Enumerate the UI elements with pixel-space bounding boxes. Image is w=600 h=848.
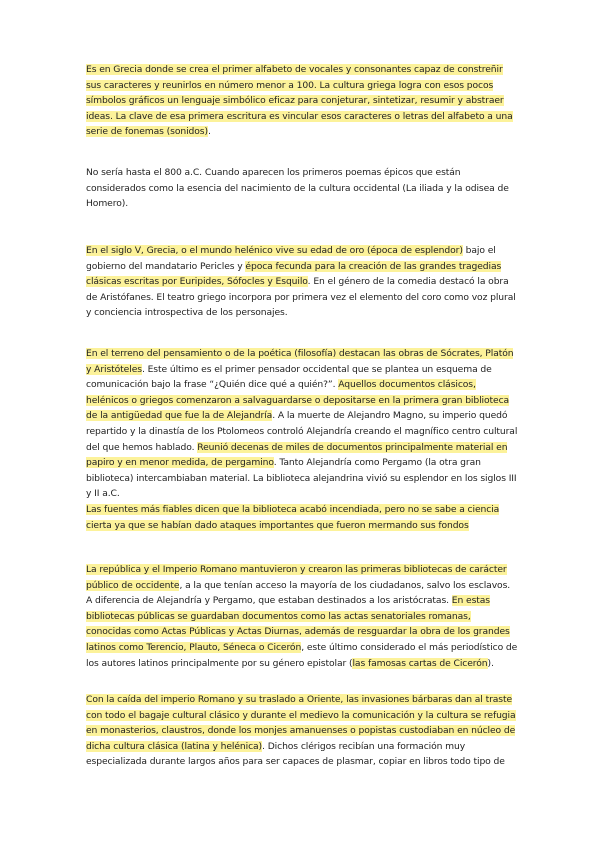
highlighted-text: La república y el Imperio Romano mantuvieron y crearon las primeras bibliotecas de carácter público de occidente <box>86 564 507 591</box>
highlighted-text: Reunió decenas de miles de documentos principalmente material en papiro y en menor medida, de pergamino <box>86 441 508 469</box>
highlighted-text: Es en Grecia donde se crea el primer alfabeto de vocales y consonantes capaz de constreñir sus caracteres y reunirlos en número menor a 100. La cultura griega logra con esos pocos símbolos gráficos un lenguaje simbólico eficaz para conjeturar, sintetizar, resumir y abstraer ideas. La clave de esa primera escritura es vincular esos caracteres o letras del alfabeto a una serie de fonemas (sonidos) <box>86 64 513 138</box>
paragraph-medieval <box>86 692 518 770</box>
paragraph-library-fire <box>86 502 518 533</box>
text-segment: . Este último es el primer pensador occidental que se plantea un esquema de comunicación bajo la frase “¿Quién dice qué a quién?”. <box>86 363 492 391</box>
text-segment: No sería hasta el 800 a.C. Cuando aparecen los primeros poemas épicos que están considerados como la esencia del nacimiento de la cultura occidental (La iliada y la odisea de Homero). <box>86 167 509 210</box>
text-segment: . Tanto Alejandría como Pergamo (la otra gran biblioteca) intercambiaban material. La biblioteca alejandrina vivió su esplendor en los siglos III y II a.C. <box>86 457 517 500</box>
highlighted-text: época fecunda para la creación de las grandes tragedias clásicas escritas por Euripides, Sófocles y Esquilo <box>86 260 502 288</box>
text-segment: bajo el gobierno del mandatario Pericles y <box>86 245 496 272</box>
highlighted-text: las famosas cartas de Cicerón <box>352 657 488 669</box>
highlighted-text: En el siglo V, Grecia, o el mundo helénico vive su edad de oro (época de esplendor) <box>86 245 463 256</box>
text-segment: . A la muerte de Alejandro Magno, su imperio quedó repartido y la dinastía de los Ptolomeos controló Alejandría creando el magnífico centro cultural del que hemos hablado. <box>86 410 518 453</box>
highlighted-text: Las fuentes más fiables dicen que la biblioteca acabó incendiada, pero no se sabe a ciencia cierta ya que se habían dado ataques importantes que fueron mermando sus fondos <box>86 504 500 531</box>
text-segment: . En el género de la comedia destacó la obra de Aristófanes. El teatro griego incorpora por primera vez el elemento del coro como voz plural y conciencia introspectiva de los personajes. <box>86 276 516 319</box>
highlighted-text: Aquellos documentos clásicos, helénicos o griegos comenzaron a salvaguardarse o depositarse en la primera gran biblioteca de la antigüedad que fue la de Alejandría <box>86 379 510 422</box>
highlighted-text: En estas bibliotecas públicas se guardaban documentos como las actas senatoriales romanas, conocidas como Actas Públicas y Actas Diurnas, además de resguardar la obra de los grandes latinos como Terencio, Plauto, Séneca o Cicerón <box>86 595 510 653</box>
paragraph-epic-poems <box>86 165 518 212</box>
paragraph-greek-alphabet <box>86 62 518 140</box>
text-segment: ). <box>487 657 494 669</box>
paragraph-golden-age <box>86 243 518 321</box>
highlighted-text: Con la caída del imperio Romano y su traslado a Oriente, las invasiones bárbaras dan al traste con todo el bagaje cultural clásico y durante el medievo la comunicación y la cultura se refugia en monasterios, claustros, donde los monjes amanuenses o popistas custodiaban en núcleo de dicha cultura clásica (latina y helénica) <box>86 694 516 752</box>
text-segment: . <box>207 126 211 138</box>
highlighted-text: En el terreno del pensamiento o de la poética (filosofía) destacan las obras de Sócrates, Platón y Aristóteles <box>86 348 514 375</box>
paragraph-philosophy <box>86 346 518 502</box>
text-segment: , a la que tenían acceso la mayoría de los ciudadanos, salvo los esclavos. A diferencia de Alejandría y Pergamo, que estaban destinados a los aristócratas. <box>86 579 511 607</box>
paragraph-roman-libraries <box>86 562 518 671</box>
text-segment: , este último considerado el más periodístico de los autores latinos principalmente por su género epistolar ( <box>86 641 518 669</box>
text-segment: . Dichos clérigos recibían una formación muy especializada durante largos años para ser capaces de plasmar, copiar en libros todo tipo de <box>86 740 505 768</box>
